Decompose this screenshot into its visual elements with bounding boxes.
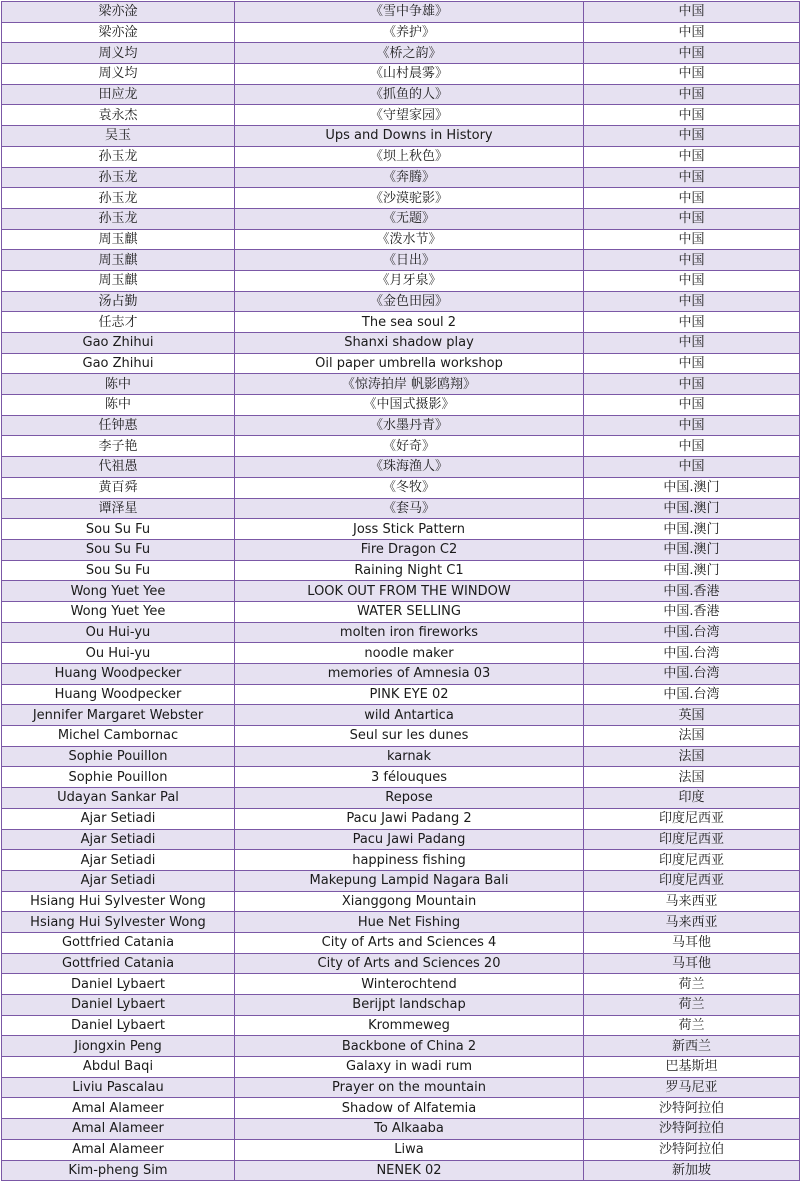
- title-cell: Oil paper umbrella workshop: [235, 353, 584, 374]
- photographer-cell: Wong Yuet Yee: [2, 601, 235, 622]
- photographer-cell: 梁亦淦: [2, 22, 235, 43]
- table-row: [2, 22, 800, 43]
- title-cell: Raining Night C1: [235, 560, 584, 581]
- country-cell: 中国.台湾: [584, 664, 800, 685]
- country-cell: 中国.澳门: [584, 519, 800, 540]
- country-cell: 中国: [584, 167, 800, 188]
- country-cell: 英国: [584, 705, 800, 726]
- photographer-cell: 周玉麒: [2, 270, 235, 291]
- country-cell: 沙特阿拉伯: [584, 1098, 800, 1119]
- title-cell: wild Antartica: [235, 705, 584, 726]
- title-cell: Pacu Jawi Padang: [235, 829, 584, 850]
- table-row: [2, 1077, 800, 1098]
- photographer-cell: Michel Cambornac: [2, 726, 235, 747]
- title-cell: 《守望家园》: [235, 105, 584, 126]
- title-cell: Hue Net Fishing: [235, 912, 584, 933]
- table-row: [2, 126, 800, 147]
- photographer-cell: 周玉麒: [2, 229, 235, 250]
- title-cell: Krommeweg: [235, 1015, 584, 1036]
- photographer-cell: Jennifer Margaret Webster: [2, 705, 235, 726]
- photographer-cell: Ajar Setiadi: [2, 829, 235, 850]
- photographer-cell: 陈中: [2, 374, 235, 395]
- photographer-cell: 孙玉龙: [2, 208, 235, 229]
- table-row: [2, 333, 800, 354]
- title-cell: To Alkaaba: [235, 1119, 584, 1140]
- table-row: [2, 870, 800, 891]
- photographer-cell: 梁亦淦: [2, 2, 235, 23]
- table-row: [2, 167, 800, 188]
- title-cell: 《无题》: [235, 208, 584, 229]
- photographer-cell: Ou Hui-yu: [2, 622, 235, 643]
- photographer-cell: Ajar Setiadi: [2, 850, 235, 871]
- title-cell: Backbone of China 2: [235, 1036, 584, 1057]
- country-cell: 新加坡: [584, 1160, 800, 1181]
- photographer-cell: Amal Alameer: [2, 1119, 235, 1140]
- photographer-cell: 陈中: [2, 395, 235, 416]
- table-row: [2, 684, 800, 705]
- title-cell: 《好奇》: [235, 436, 584, 457]
- title-cell: Shadow of Alfatemia: [235, 1098, 584, 1119]
- title-cell: Prayer on the mountain: [235, 1077, 584, 1098]
- title-cell: 《桥之韵》: [235, 43, 584, 64]
- table-row: [2, 746, 800, 767]
- title-cell: 《雪中争雄》: [235, 2, 584, 23]
- title-cell: PINK EYE 02: [235, 684, 584, 705]
- photographer-cell: 任钟惠: [2, 415, 235, 436]
- table-row: [2, 850, 800, 871]
- country-cell: 中国: [584, 333, 800, 354]
- title-cell: WATER SELLING: [235, 601, 584, 622]
- photographer-cell: Daniel Lybaert: [2, 995, 235, 1016]
- country-cell: 中国: [584, 208, 800, 229]
- photographer-cell: Gao Zhihui: [2, 333, 235, 354]
- table-row: [2, 539, 800, 560]
- photographer-cell: 周义均: [2, 43, 235, 64]
- table-row: [2, 312, 800, 333]
- title-cell: 《珠海渔人》: [235, 457, 584, 478]
- country-cell: 新西兰: [584, 1036, 800, 1057]
- table-row: [2, 64, 800, 85]
- country-cell: 中国.香港: [584, 581, 800, 602]
- photographer-cell: 汤占勤: [2, 291, 235, 312]
- country-cell: 中国: [584, 415, 800, 436]
- country-cell: 印度尼西亚: [584, 850, 800, 871]
- photographer-cell: Sou Su Fu: [2, 560, 235, 581]
- title-cell: 《奔腾》: [235, 167, 584, 188]
- table-row: [2, 932, 800, 953]
- title-cell: memories of Amnesia 03: [235, 664, 584, 685]
- title-cell: Makepung Lampid Nagara Bali: [235, 870, 584, 891]
- table-row: [2, 105, 800, 126]
- title-cell: 《坝上秋色》: [235, 146, 584, 167]
- table-row: [2, 808, 800, 829]
- country-cell: 印度尼西亚: [584, 829, 800, 850]
- title-cell: 《泼水节》: [235, 229, 584, 250]
- photographer-cell: 谭泽星: [2, 498, 235, 519]
- title-cell: Shanxi shadow play: [235, 333, 584, 354]
- country-cell: 中国.澳门: [584, 498, 800, 519]
- photographer-cell: Huang Woodpecker: [2, 684, 235, 705]
- table-row: [2, 788, 800, 809]
- photographer-cell: 李子艳: [2, 436, 235, 457]
- title-cell: Galaxy in wadi rum: [235, 1057, 584, 1078]
- title-cell: 《惊涛拍岸 帆影鸥翔》: [235, 374, 584, 395]
- country-cell: 中国: [584, 43, 800, 64]
- country-cell: 中国.台湾: [584, 622, 800, 643]
- table-row: [2, 974, 800, 995]
- table-row: [2, 995, 800, 1016]
- table-row: [2, 229, 800, 250]
- title-cell: NENEK 02: [235, 1160, 584, 1181]
- photographer-cell: Daniel Lybaert: [2, 974, 235, 995]
- photographer-cell: 田应龙: [2, 84, 235, 105]
- photographer-cell: Amal Alameer: [2, 1139, 235, 1160]
- title-cell: molten iron fireworks: [235, 622, 584, 643]
- country-cell: 中国.台湾: [584, 643, 800, 664]
- table-row: [2, 84, 800, 105]
- country-cell: 印度尼西亚: [584, 808, 800, 829]
- table-row: [2, 188, 800, 209]
- title-cell: Berijpt landschap: [235, 995, 584, 1016]
- country-cell: 中国: [584, 22, 800, 43]
- photographer-cell: Sou Su Fu: [2, 519, 235, 540]
- table-row: [2, 1057, 800, 1078]
- title-cell: 《沙漠驼影》: [235, 188, 584, 209]
- table-row: [2, 519, 800, 540]
- country-cell: 中国: [584, 291, 800, 312]
- title-cell: Liwa: [235, 1139, 584, 1160]
- country-cell: 中国: [584, 457, 800, 478]
- country-cell: 马耳他: [584, 932, 800, 953]
- country-cell: 中国: [584, 126, 800, 147]
- photographer-cell: Sou Su Fu: [2, 539, 235, 560]
- country-cell: 中国: [584, 146, 800, 167]
- country-cell: 中国: [584, 395, 800, 416]
- photographer-cell: Udayan Sankar Pal: [2, 788, 235, 809]
- country-cell: 马来西亚: [584, 912, 800, 933]
- photographer-cell: Abdul Baqi: [2, 1057, 235, 1078]
- table-row: [2, 1119, 800, 1140]
- title-cell: Fire Dragon C2: [235, 539, 584, 560]
- country-cell: 中国.澳门: [584, 560, 800, 581]
- photographer-cell: Sophie Pouillon: [2, 767, 235, 788]
- photographer-cell: 代祖愚: [2, 457, 235, 478]
- table-row: [2, 664, 800, 685]
- table-row: [2, 250, 800, 271]
- title-cell: 《抓鱼的人》: [235, 84, 584, 105]
- country-cell: 荷兰: [584, 974, 800, 995]
- table-row: [2, 291, 800, 312]
- title-cell: 《月牙泉》: [235, 270, 584, 291]
- country-cell: 中国: [584, 436, 800, 457]
- table-row: [2, 601, 800, 622]
- entries-table-body: [2, 2, 800, 1181]
- country-cell: 中国: [584, 229, 800, 250]
- title-cell: noodle maker: [235, 643, 584, 664]
- photographer-cell: Daniel Lybaert: [2, 1015, 235, 1036]
- country-cell: 法国: [584, 746, 800, 767]
- country-cell: 沙特阿拉伯: [584, 1139, 800, 1160]
- title-cell: 《金色田园》: [235, 291, 584, 312]
- country-cell: 荷兰: [584, 995, 800, 1016]
- table-row: [2, 146, 800, 167]
- country-cell: 印度: [584, 788, 800, 809]
- table-row: [2, 643, 800, 664]
- table-row: [2, 1160, 800, 1181]
- table-row: [2, 353, 800, 374]
- title-cell: karnak: [235, 746, 584, 767]
- photographer-cell: Gottfried Catania: [2, 953, 235, 974]
- title-cell: The sea soul 2: [235, 312, 584, 333]
- title-cell: 3 félouques: [235, 767, 584, 788]
- table-row: [2, 395, 800, 416]
- title-cell: Xianggong Mountain: [235, 891, 584, 912]
- photographer-cell: 孙玉龙: [2, 188, 235, 209]
- table-row: [2, 705, 800, 726]
- country-cell: 中国: [584, 353, 800, 374]
- country-cell: 马耳他: [584, 953, 800, 974]
- title-cell: Seul sur les dunes: [235, 726, 584, 747]
- table-row: [2, 457, 800, 478]
- title-cell: Pacu Jawi Padang 2: [235, 808, 584, 829]
- table-row: [2, 581, 800, 602]
- photographer-cell: 孙玉龙: [2, 167, 235, 188]
- table-row: [2, 891, 800, 912]
- country-cell: 马来西亚: [584, 891, 800, 912]
- table-row: [2, 1098, 800, 1119]
- country-cell: 印度尼西亚: [584, 870, 800, 891]
- table-row: [2, 208, 800, 229]
- country-cell: 中国.澳门: [584, 477, 800, 498]
- country-cell: 中国.澳门: [584, 539, 800, 560]
- table-row: [2, 436, 800, 457]
- photographer-cell: 黄百舜: [2, 477, 235, 498]
- photographer-cell: Hsiang Hui Sylvester Wong: [2, 912, 235, 933]
- table-row: [2, 43, 800, 64]
- title-cell: 《冬牧》: [235, 477, 584, 498]
- country-cell: 沙特阿拉伯: [584, 1119, 800, 1140]
- photographer-cell: Liviu Pascalau: [2, 1077, 235, 1098]
- title-cell: 《日出》: [235, 250, 584, 271]
- country-cell: 法国: [584, 726, 800, 747]
- table-row: [2, 374, 800, 395]
- photographer-cell: 袁永杰: [2, 105, 235, 126]
- photographer-cell: Hsiang Hui Sylvester Wong: [2, 891, 235, 912]
- table-row: [2, 415, 800, 436]
- country-cell: 中国: [584, 2, 800, 23]
- country-cell: 中国: [584, 270, 800, 291]
- photographer-cell: Gao Zhihui: [2, 353, 235, 374]
- photographer-cell: 任志才: [2, 312, 235, 333]
- photographer-cell: Gottfried Catania: [2, 932, 235, 953]
- table-row: [2, 1139, 800, 1160]
- country-cell: 中国: [584, 84, 800, 105]
- title-cell: 《套马》: [235, 498, 584, 519]
- photographer-cell: Amal Alameer: [2, 1098, 235, 1119]
- table-row: [2, 953, 800, 974]
- title-cell: LOOK OUT FROM THE WINDOW: [235, 581, 584, 602]
- title-cell: Joss Stick Pattern: [235, 519, 584, 540]
- photographer-cell: 孙玉龙: [2, 146, 235, 167]
- table-row: [2, 726, 800, 747]
- photographer-cell: Ou Hui-yu: [2, 643, 235, 664]
- table-row: [2, 622, 800, 643]
- country-cell: 中国: [584, 64, 800, 85]
- table-row: [2, 912, 800, 933]
- table-row: [2, 498, 800, 519]
- table-row: [2, 560, 800, 581]
- photographer-cell: Ajar Setiadi: [2, 870, 235, 891]
- photographer-cell: Kim-pheng Sim: [2, 1160, 235, 1181]
- photographer-cell: Ajar Setiadi: [2, 808, 235, 829]
- title-cell: Winterochtend: [235, 974, 584, 995]
- table-row: [2, 1015, 800, 1036]
- photographer-cell: 周玉麒: [2, 250, 235, 271]
- photographer-cell: 周义均: [2, 64, 235, 85]
- country-cell: 中国: [584, 312, 800, 333]
- photographer-cell: Wong Yuet Yee: [2, 581, 235, 602]
- title-cell: City of Arts and Sciences 20: [235, 953, 584, 974]
- country-cell: 荷兰: [584, 1015, 800, 1036]
- table-row: [2, 1036, 800, 1057]
- table-row: [2, 2, 800, 23]
- title-cell: 《山村晨雾》: [235, 64, 584, 85]
- country-cell: 中国: [584, 105, 800, 126]
- table-row: [2, 829, 800, 850]
- title-cell: 《中国式摄影》: [235, 395, 584, 416]
- photographer-cell: Jiongxin Peng: [2, 1036, 235, 1057]
- title-cell: Ups and Downs in History: [235, 126, 584, 147]
- country-cell: 中国: [584, 188, 800, 209]
- title-cell: City of Arts and Sciences 4: [235, 932, 584, 953]
- photographer-cell: Sophie Pouillon: [2, 746, 235, 767]
- country-cell: 中国.香港: [584, 601, 800, 622]
- title-cell: happiness fishing: [235, 850, 584, 871]
- country-cell: 法国: [584, 767, 800, 788]
- country-cell: 中国: [584, 374, 800, 395]
- country-cell: 中国.台湾: [584, 684, 800, 705]
- table-row: [2, 767, 800, 788]
- country-cell: 中国: [584, 250, 800, 271]
- table-row: [2, 270, 800, 291]
- title-cell: 《水墨丹青》: [235, 415, 584, 436]
- country-cell: 巴基斯坦: [584, 1057, 800, 1078]
- country-cell: 罗马尼亚: [584, 1077, 800, 1098]
- photographer-cell: Huang Woodpecker: [2, 664, 235, 685]
- title-cell: 《养护》: [235, 22, 584, 43]
- title-cell: Repose: [235, 788, 584, 809]
- table-row: [2, 477, 800, 498]
- entries-table: [1, 1, 800, 1181]
- photographer-cell: 吴玉: [2, 126, 235, 147]
